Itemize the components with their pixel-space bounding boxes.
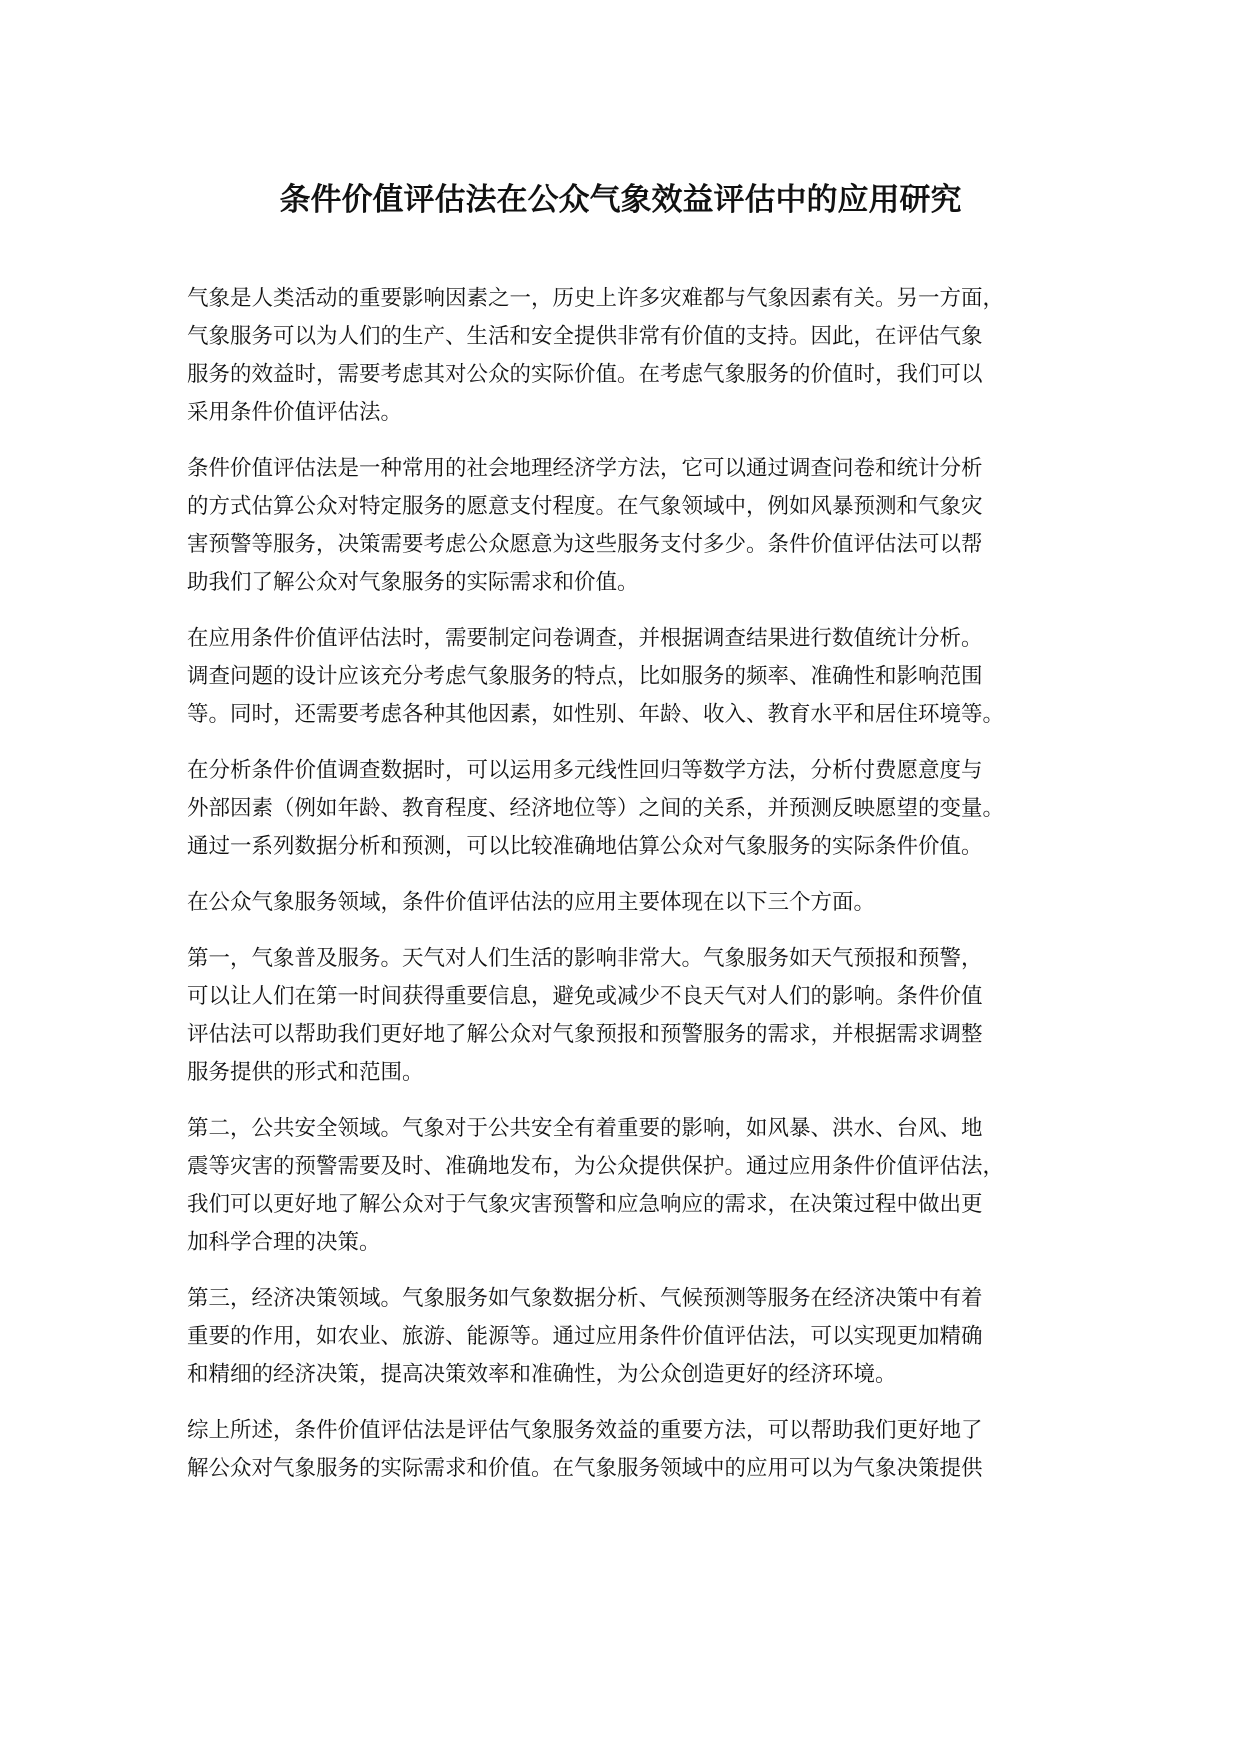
paragraph-line: 和精细的经济决策，提高决策效率和准确性，为公众创造更好的经济环境。 [187,1362,897,1387]
paragraph [187,1412,1077,1488]
paragraph [187,620,1077,734]
paragraph-line: 气象是人类活动的重要影响因素之一，历史上许多灾难都与气象因素有关。另一方面， [187,286,1005,311]
paragraph-line: 在应用条件价值评估法时，需要制定问卷调查，并根据调查结果进行数值统计分析。 [187,626,983,651]
paragraph-line: 调查问题的设计应该充分考虑气象服务的特点，比如服务的频率、准确性和影响范围 [187,664,983,689]
paragraph [187,940,1077,1092]
paragraph-line: 我们可以更好地了解公众对于气象灾害预警和应急响应的需求，在决策过程中做出更 [187,1192,983,1217]
paragraph-line: 采用条件价值评估法。 [187,400,403,425]
paragraph-line: 外部因素（例如年龄、教育程度、经济地位等）之间的关系，并预测反映愿望的变量。 [187,796,1005,821]
paragraph-line: 在分析条件价值调查数据时，可以运用多元线性回归等数学方法，分析付费愿意度与 [187,758,983,783]
paragraph [187,752,1077,866]
paragraph [187,1110,1077,1262]
paragraph-line: 可以让人们在第一时间获得重要信息，避免或减少不良天气对人们的影响。条件价值 [187,984,983,1009]
paragraph-line: 服务提供的形式和范围。 [187,1060,424,1085]
paragraph-line: 的方式估算公众对特定服务的愿意支付程度。在气象领域中，例如风暴预测和气象灾 [187,494,983,519]
document-title: 条件价值评估法在公众气象效益评估中的应用研究 [279,182,962,218]
paragraph-line: 通过一系列数据分析和预测，可以比较准确地估算公众对气象服务的实际条件价值。 [187,834,983,859]
paragraph-line: 第二，公共安全领域。气象对于公共安全有着重要的影响，如风暴、洪水、台风、地 [187,1116,983,1141]
paragraph-line: 气象服务可以为人们的生产、生活和安全提供非常有价值的支持。因此，在评估气象 [187,324,983,349]
paragraph-line: 第一，气象普及服务。天气对人们生活的影响非常大。气象服务如天气预报和预警， [187,946,983,971]
paragraph-line: 服务的效益时，需要考虑其对公众的实际价值。在考虑气象服务的价值时，我们可以 [187,362,983,387]
paragraph [187,450,1077,602]
paragraph-line: 重要的作用，如农业、旅游、能源等。通过应用条件价值评估法，可以实现更加精确 [187,1324,983,1349]
paragraph-line: 综上所述，条件价值评估法是评估气象服务效益的重要方法，可以帮助我们更好地了 [187,1418,983,1443]
paragraph-line: 评估法可以帮助我们更好地了解公众对气象预报和预警服务的需求，并根据需求调整 [187,1022,983,1047]
paragraph-line: 等。同时，还需要考虑各种其他因素，如性别、年龄、收入、教育水平和居住环境等。 [187,702,1005,727]
paragraph-line: 条件价值评估法是一种常用的社会地理经济学方法，它可以通过调查问卷和统计分析 [187,456,983,481]
paragraph [187,884,1077,922]
paragraph-line: 在公众气象服务领域，条件价值评估法的应用主要体现在以下三个方面。 [187,890,876,915]
paragraph-line: 解公众对气象服务的实际需求和价值。在气象服务领域中的应用可以为气象决策提供 [187,1456,983,1481]
paragraph-line: 加科学合理的决策。 [187,1230,381,1255]
paragraph [187,280,1077,432]
paragraph-line: 震等灾害的预警需要及时、准确地发布，为公众提供保护。通过应用条件价值评估法， [187,1154,1005,1179]
paragraph-line: 助我们了解公众对气象服务的实际需求和价值。 [187,570,639,595]
paragraph [187,1280,1077,1394]
document-body [187,280,1077,1506]
paragraph-line: 害预警等服务，决策需要考虑公众愿意为这些服务支付多少。条件价值评估法可以帮 [187,532,983,557]
paragraph-line: 第三，经济决策领域。气象服务如气象数据分析、气候预测等服务在经济决策中有着 [187,1286,983,1311]
